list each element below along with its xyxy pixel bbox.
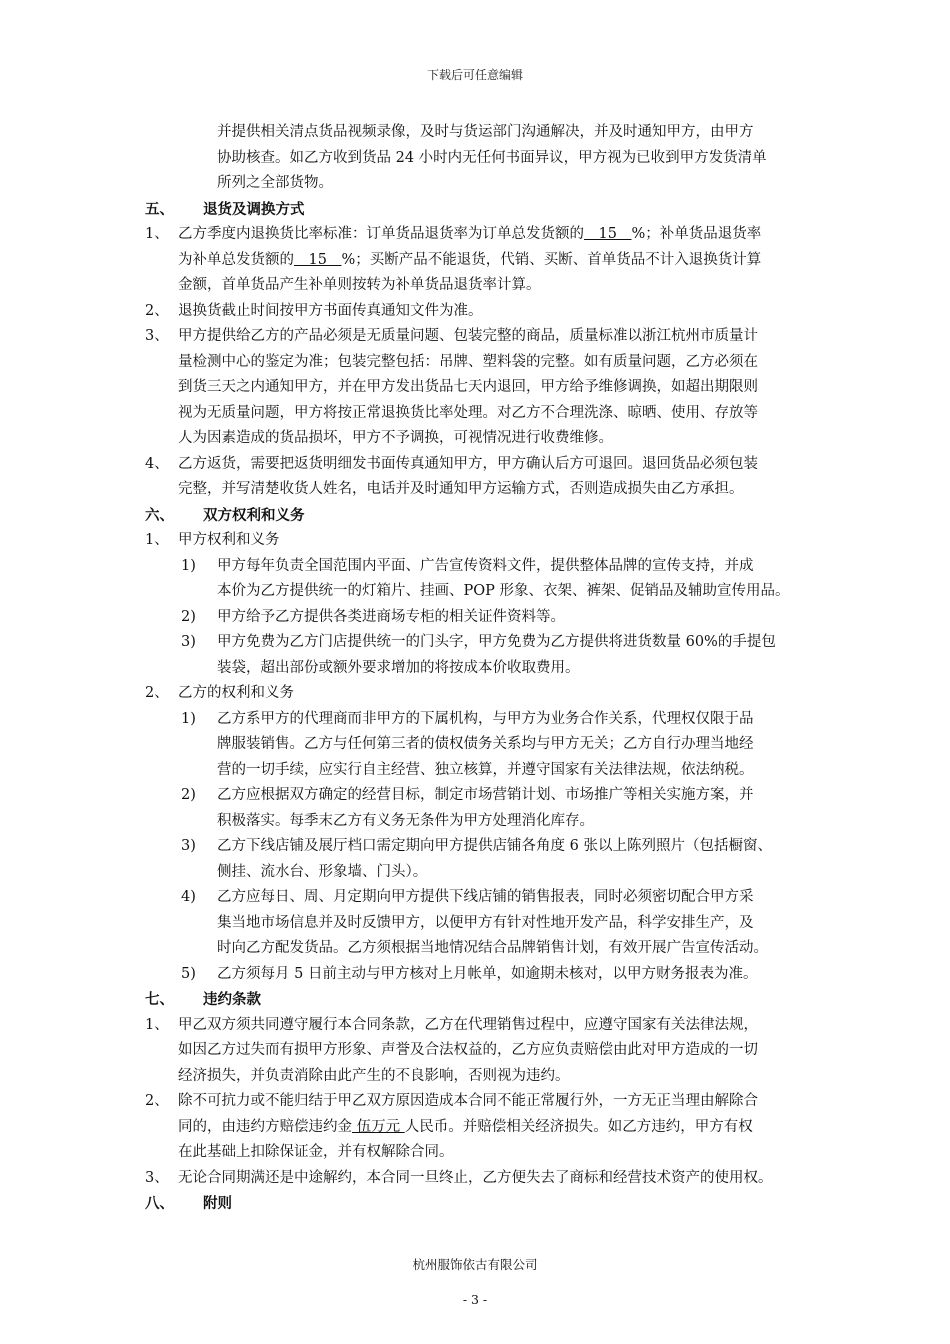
sub-item-number: 2) xyxy=(181,787,196,803)
sub-item-text: 甲方给予乙方提供各类进商场专柜的相关证件资料等。 xyxy=(217,608,565,625)
clause-line xyxy=(145,1115,865,1141)
section-title: 双方权利和义务 xyxy=(203,506,305,524)
page-number: - 3 - xyxy=(462,1292,488,1307)
return-rate-supplement: 15 xyxy=(294,251,342,268)
section-number: 八、 xyxy=(145,1195,174,1212)
sub-item-number: 1) xyxy=(181,557,196,574)
section-heading xyxy=(145,197,865,223)
sub-item-number: 1) xyxy=(181,710,196,727)
clause-number: 1、 xyxy=(145,1016,169,1033)
footer-company: 杭州服饰依古有限公司 xyxy=(412,1257,538,1272)
sub-item-text: 乙方应每日、周、月定期向甲方提供下线店铺的销售报表，同时必须密切配合甲方采 xyxy=(217,889,754,905)
sub-item-text: 时向乙方配发货品。乙方须根据当地情况结合品牌销售计划，有效开展广告宣传活动。 xyxy=(217,940,768,956)
sub-item-text: 本价为乙方提供统一的灯箱片、挂画、POP 形象、衣架、裤架、促销品及辅助宣传用品。 xyxy=(217,583,790,599)
clause-number: 1、 xyxy=(145,532,169,548)
clause-line xyxy=(145,248,865,274)
section-number: 六、 xyxy=(145,506,174,524)
sub-item-text: 甲方免费为乙方门店提供统一的门头字，甲方免费为乙方提供将进货数量 60%的手提包 xyxy=(217,634,776,650)
return-rate-order: 15 xyxy=(584,226,632,242)
sub-item-text: 集当地市场信息并及时反馈甲方，以便甲方有针对性地开发产品，科学安排生产，及 xyxy=(217,914,754,931)
sub-item-number: 3) xyxy=(181,634,196,650)
section-number: 五、 xyxy=(145,200,174,218)
section-heading xyxy=(145,503,865,529)
clause-text: 经济损失，并负责消除由此产生的不良影响，否则视为违约。 xyxy=(178,1067,570,1084)
clause-text: 完整，并写清楚收货人姓名，电话并及时通知甲方运输方式，否则造成损失由乙方承担。 xyxy=(178,481,744,497)
clause-text: 乙方返货，需要把返货明细发书面传真通知甲方，甲方确认后方可退回。退回货品必须包装 xyxy=(178,455,758,472)
intro-line: 并提供相关清点货品视频录像，及时与货运部门沟通解决，并及时通知甲方，由甲方 xyxy=(217,124,754,140)
clause-text: 到货三天之内通知甲方，并在甲方发出货品七天内退回，甲方给予维修调换，如超出期限则 xyxy=(178,379,758,395)
clause-text: 除不可抗力或不能归结于甲乙双方原因造成本合同不能正常履行外，一方无正当理由解除合 xyxy=(178,1093,758,1109)
clause-text: 乙方季度内退换货比率标准：订单货品退货率为订单总发货额的 15 %；补单货品退货率 xyxy=(178,226,762,242)
clause-text: 退换货截止时间按甲方书面传真通知文件为准。 xyxy=(178,302,483,319)
section-title: 违约条款 xyxy=(203,991,261,1008)
clause-number: 4、 xyxy=(145,455,169,472)
clause-number: 2、 xyxy=(145,685,169,701)
sub-item-text: 甲方每年负责全国范围内平面、广告宣传资料文件，提供整体品牌的宣传支持，并成 xyxy=(217,557,754,574)
clause-text: 无论合同期满还是中途解约，本合同一旦终止，乙方便失去了商标和经营技术资产的使用权。 xyxy=(178,1169,773,1186)
section-title: 附则 xyxy=(203,1195,232,1212)
clause-title: 乙方的权利和义务 xyxy=(178,685,294,701)
sub-item-text: 牌服装销售。乙方与任何第三者的债权债务关系均与甲方无关；乙方自行办理当地经 xyxy=(217,736,754,752)
sub-item-text: 乙方下线店铺及展厅档口需定期向甲方提供店铺各角度 6 张以上陈列照片（包括橱窗、 xyxy=(217,838,772,854)
clause-text: 如因乙方过失而有损甲方形象、声誉及合法权益的，乙方应负责赔偿由此对甲方造成的一切 xyxy=(178,1042,758,1058)
penalty-amount: 伍万元 xyxy=(352,1118,405,1135)
clause-number: 1、 xyxy=(145,226,169,242)
page-header: 下载后可任意编辑 xyxy=(426,68,523,82)
sub-item-text: 乙方应根据双方确定的经营目标，制定市场营销计划、市场推广等相关实施方案，并 xyxy=(217,787,754,803)
intro-line: 协助核查。如乙方收到货品 24 小时内无任何书面异议，甲方视为已收到甲方发货清单 xyxy=(217,149,767,166)
clause-line xyxy=(145,222,865,248)
section-number: 七、 xyxy=(145,991,174,1008)
section-heading xyxy=(145,987,865,1013)
sub-item-text: 乙方系甲方的代理商而非甲方的下属机构，与甲方为业务合作关系，代理权仅限于品 xyxy=(217,710,754,727)
clause-number: 3、 xyxy=(145,1169,169,1186)
sub-item-text: 营的一切手续，应实行自主经营、独立核算，并遵守国家有关法律法规，依法纳税。 xyxy=(217,761,754,778)
clause-text: 同的，由违约方赔偿违约金 伍万元 人民币。并赔偿相关经济损失。如乙方违约，甲方有权 xyxy=(178,1118,753,1135)
clause-text: 为补单总发货额的 15 %；买断产品不能退货，代销、买断、首单货品不计入退换货计算 xyxy=(178,251,762,268)
sub-item-number: 5) xyxy=(181,965,196,982)
section-title: 退货及调换方式 xyxy=(203,200,305,218)
clause-text: 金额，首单货品产生补单则按转为补单货品退货率计算。 xyxy=(178,277,541,293)
clause-number: 3、 xyxy=(145,328,169,344)
clause-title: 甲方权利和义务 xyxy=(178,532,280,548)
clause-number: 2、 xyxy=(145,1093,169,1109)
sub-item-number: 2) xyxy=(181,608,196,625)
section-heading xyxy=(145,1191,865,1217)
document-body xyxy=(145,120,865,1217)
clause-text: 在此基础上扣除保证金，并有权解除合同。 xyxy=(178,1144,454,1160)
clause-text: 视为无质量问题，甲方将按正常退换货比率处理。对乙方不合理洗涤、晾晒、使用、存放等 xyxy=(178,404,758,421)
sub-item-text: 积极落实。每季末乙方有义务无条件为甲方处理消化库存。 xyxy=(217,812,594,829)
intro-line: 所列之全部货物。 xyxy=(217,175,333,191)
sub-item-text: 装袋，超出部份或额外要求增加的将按成本价收取费用。 xyxy=(217,659,580,676)
clause-text: 甲方提供给乙方的产品必须是无质量问题、包装完整的商品，质量标准以浙江杭州市质量计 xyxy=(178,328,758,344)
sub-item-number: 3) xyxy=(181,838,196,854)
sub-item-number: 4) xyxy=(181,889,196,905)
clause-text: 甲乙双方须共同遵守履行本合同条款，乙方在代理销售过程中，应遵守国家有关法律法规， xyxy=(178,1016,758,1033)
sub-item-text: 乙方须每月 5 日前主动与甲方核对上月帐单，如逾期未核对，以甲方财务报表为准。 xyxy=(217,965,758,982)
clause-text: 人为因素造成的货品损坏，甲方不予调换，可视情况进行收费维修。 xyxy=(178,430,613,446)
clause-number: 2、 xyxy=(145,302,169,319)
sub-item-text: 侧挂、流水台、形象墙、门头）。 xyxy=(217,863,428,880)
clause-text: 量检测中心的鉴定为准；包装完整包括：吊牌、塑料袋的完整。如有质量问题，乙方必须在 xyxy=(178,353,758,370)
